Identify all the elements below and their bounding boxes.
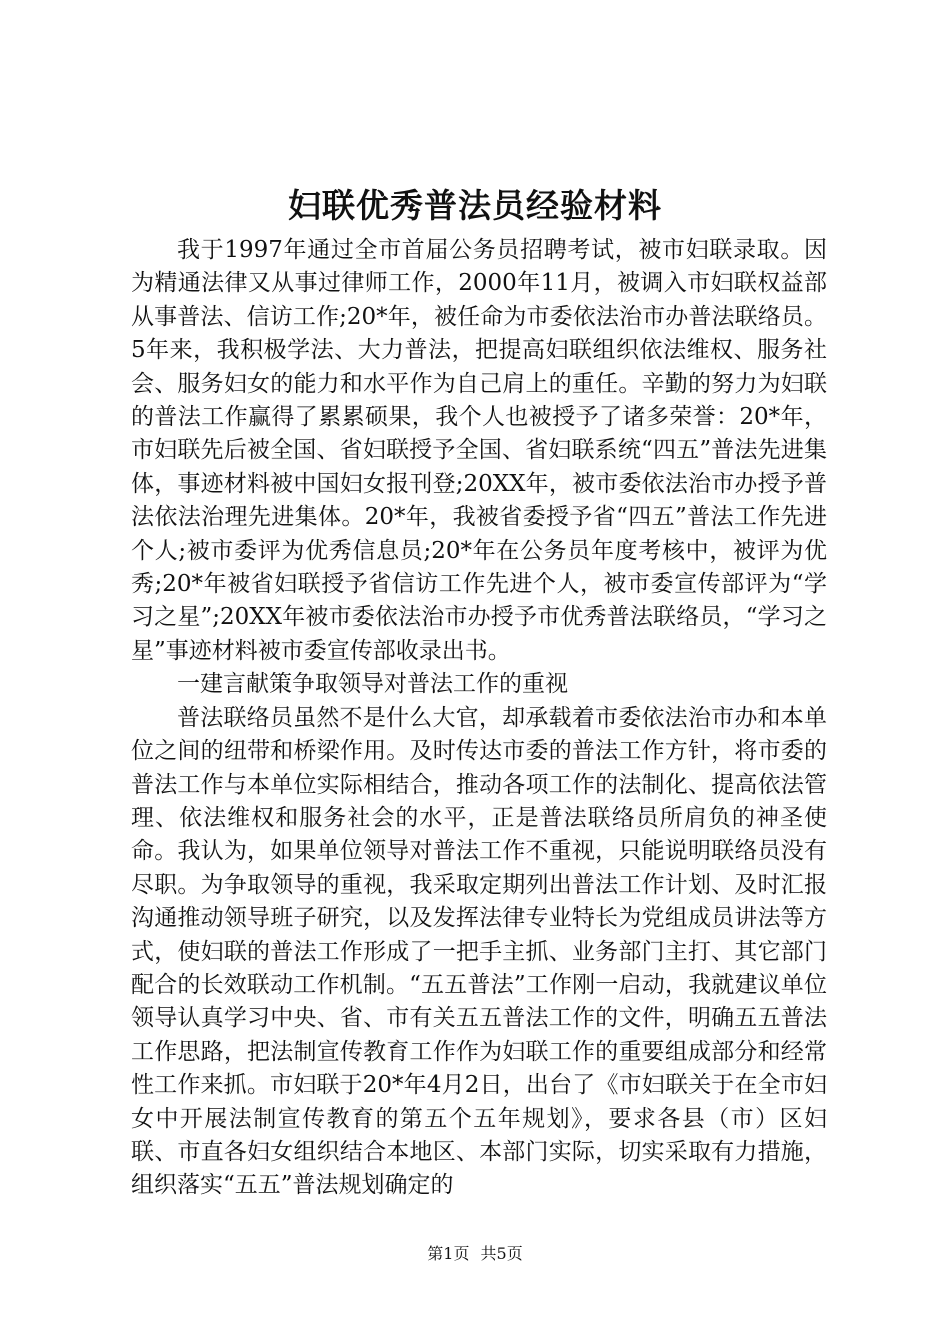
section-heading: 一建言献策争取领导对普法工作的重视	[177, 671, 568, 698]
page-total: 共5页	[480, 1244, 523, 1263]
document-title: 妇联优秀普法员经验材料	[288, 186, 662, 225]
page-number: 第1页	[427, 1244, 470, 1263]
page-footer	[0, 1243, 950, 1265]
document-body	[131, 234, 827, 1203]
paragraph-intro: 我于1997年通过全市首届公务员招聘考试，被市妇联录取。因为精通法律又从事过律师工作，2000年11月，被调入市妇联权益部从事普法、信访工作;20*年，被任命为市委依法治市办普法联络员。5年来，我积极学法、大力普法，把提高妇联组织依法维权、服务社会、服务妇女的能力和水平作为自己肩上的重任。辛勤的努力为妇联的普法工作赢得了累累硕果，我个人也被授予了诸多荣誉：20*年，市妇联先后被全国、省妇联授予全国、省妇联系统“四五”普法先进集体，事迹材料被中国妇女报刊登;20XX年，被市委依法治市办授予普法依法治理先进集体。20*年，我被省委授予省“四五”普法工作先进个人;被市委评为优秀信息员;20*年在公务员年度考核中，被评为优秀;20*年被省妇联授予省信访工作先进个人，被市委宣传部评为“学习之星”;20XX年被市委依法治市办授予市优秀普法联络员，“学习之星”事迹材料被市委宣传部收录出书。	[131, 237, 827, 664]
paragraph-section-1: 普法联络员虽然不是什么大官，却承载着市委依法治市办和本单位之间的纽带和桥梁作用。及时传达市委的普法工作方针，将市委的普法工作与本单位实际相结合，推动各项工作的法制化、提高依法管理、依法维权和服务社会的水平，正是普法联络员所肩负的神圣使命。我认为，如果单位领导对普法工作不重视，只能说明联络员没有尽职。为争取领导的重视，我采取定期列出普法工作计划、及时汇报沟通推动领导班子研究，以及发挥法律专业特长为党组成员讲法等方式，使妇联的普法工作形成了一把手主抓、业务部门主打、其它部门配合的长效联动工作机制。“五五普法”工作刚一启动，我就建议单位领导认真学习中央、省、市有关五五普法工作的文件，明确五五普法工作思路，把法制宣传教育工作作为妇联工作的重要组成部分和经常性工作来抓。市妇联于20*年4月2日，出台了《市妇联关于在全市妇女中开展法制宣传教育的第五个五年规划》，要求各县（市）区妇联、市直各妇女组织结合本地区、本部门实际，切实采取有力措施，组织落实“五五”普法规划确定的	[131, 704, 827, 1199]
